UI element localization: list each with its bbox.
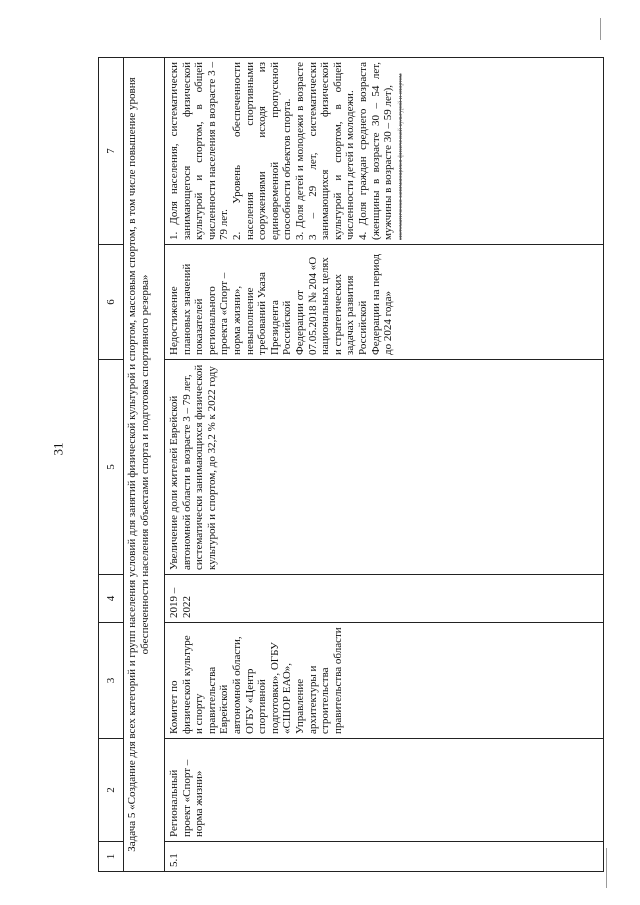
project-cell: Региональный проект «Спорт – норма жизни» (165, 738, 603, 841)
indicator-item: 1. Доля населения, систематически занимающегося физической культурой и спортом, в общей численности населения в возрасте 3 – 79 лет. (168, 62, 231, 240)
column-number: 3 (99, 622, 123, 738)
indicator-item: 2. Уровень обеспеченности населения спортивными сооружениями исходя из единовременной пропускной способности объектов спорта. (230, 62, 294, 240)
column-number: 2 (99, 738, 123, 841)
indicators-cell (165, 58, 603, 244)
column-number: 4 (99, 574, 123, 622)
column-number: 5 (99, 359, 123, 574)
column-number: 7 (105, 148, 117, 154)
result-cell: Увеличение доли жителей Еврейской автономной области в возрасте 3 – 79 лет, систематически занимающихся физической культурой и спортом, до 32,2 % к 2022 году (165, 359, 603, 574)
indicator-item: 4. Доля граждан среднего возраста (женщины в возрасте 30 – 54 лет, мужчины в возрасте 30 – 59 лет), (356, 62, 395, 240)
program-table (98, 57, 604, 872)
column-number-row (99, 58, 124, 871)
column-number: 6 (99, 244, 123, 359)
column-number: 1 (99, 841, 123, 871)
executors-cell: Комитет по физической культуре и спорту правительства Еврейской автономной области, ОГБУ «Центр спортивной подготовки», ОГБУ «СШОР ЕАО», Управление архитектуры и строительства правительства области (165, 622, 603, 738)
scan-edge-mark (600, 18, 601, 40)
row-number: 5.1 (165, 841, 603, 871)
period-cell: 2019 – 2022 (165, 574, 603, 622)
table-row (165, 58, 603, 871)
scan-edge-mark (606, 848, 607, 888)
consequences-cell: Недостижение плановых значений показателей регионального проекта «Спорт – норма жизни», невыполнение требований Указа Президента Российской Федерации от 07.05.2018 № 204 «О национальных целях и стратегических задачах развития Российской Федерации на период до 2024 года» (165, 244, 603, 359)
cut-off-text: систематически занимающихся физической культурой и спортом (397, 73, 404, 240)
page-number: 31 (50, 442, 66, 456)
rotated-page (98, 57, 604, 872)
task-heading: Задача 5 «Создание для всех категорий и групп населения условий для занятий физической культурой и спортом, массовым спортом, в том числе повышение уровня обеспеченности населения объектами спорта и подготовка спортивного резерва» (123, 58, 165, 871)
indicator-item: 3. Доля детей и молодежи в возрасте 3 – 29 лет, систематически занимающихся физической культурой и спортом, в общей численности детей и молодежи. (293, 62, 357, 240)
